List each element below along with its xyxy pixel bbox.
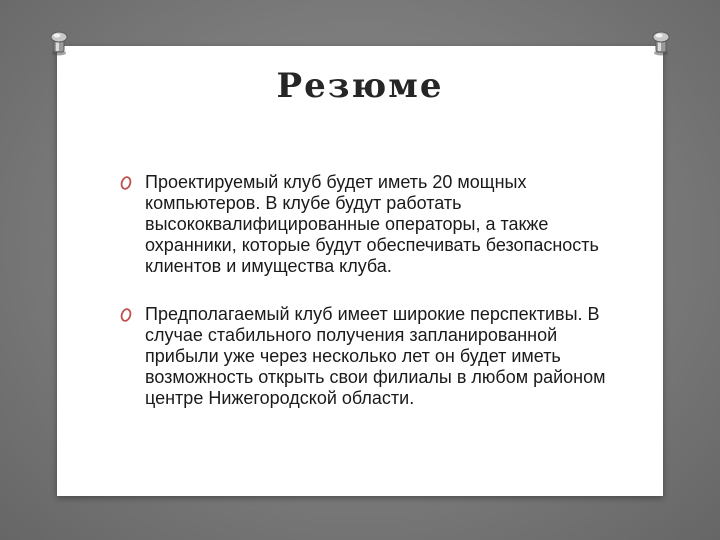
bullet-item [115,304,615,409]
slide-title: Резюме [276,66,444,106]
bullet-text: Предполагаемый клуб имеет широкие перспективы. В случае стабильного получения запланированной прибыли уже через несколько лет он будет иметь возможность открыть свои филиалы в любом районом центре Нижегородской области. [145,304,606,408]
bullet-item [115,172,615,277]
pin-right-icon [650,30,672,56]
bullet-text: Проектируемый клуб будет иметь 20 мощных компьютеров. В клубе будут работать высококвалифицированные операторы, а также охранники, которые будут обеспечивать безопасность клиентов и имущества клуба. [145,172,599,276]
pin-left-icon [48,30,70,56]
bullet-marker-icon [119,175,133,191]
bullet-list [115,172,615,436]
bullet-marker-icon [119,307,133,323]
